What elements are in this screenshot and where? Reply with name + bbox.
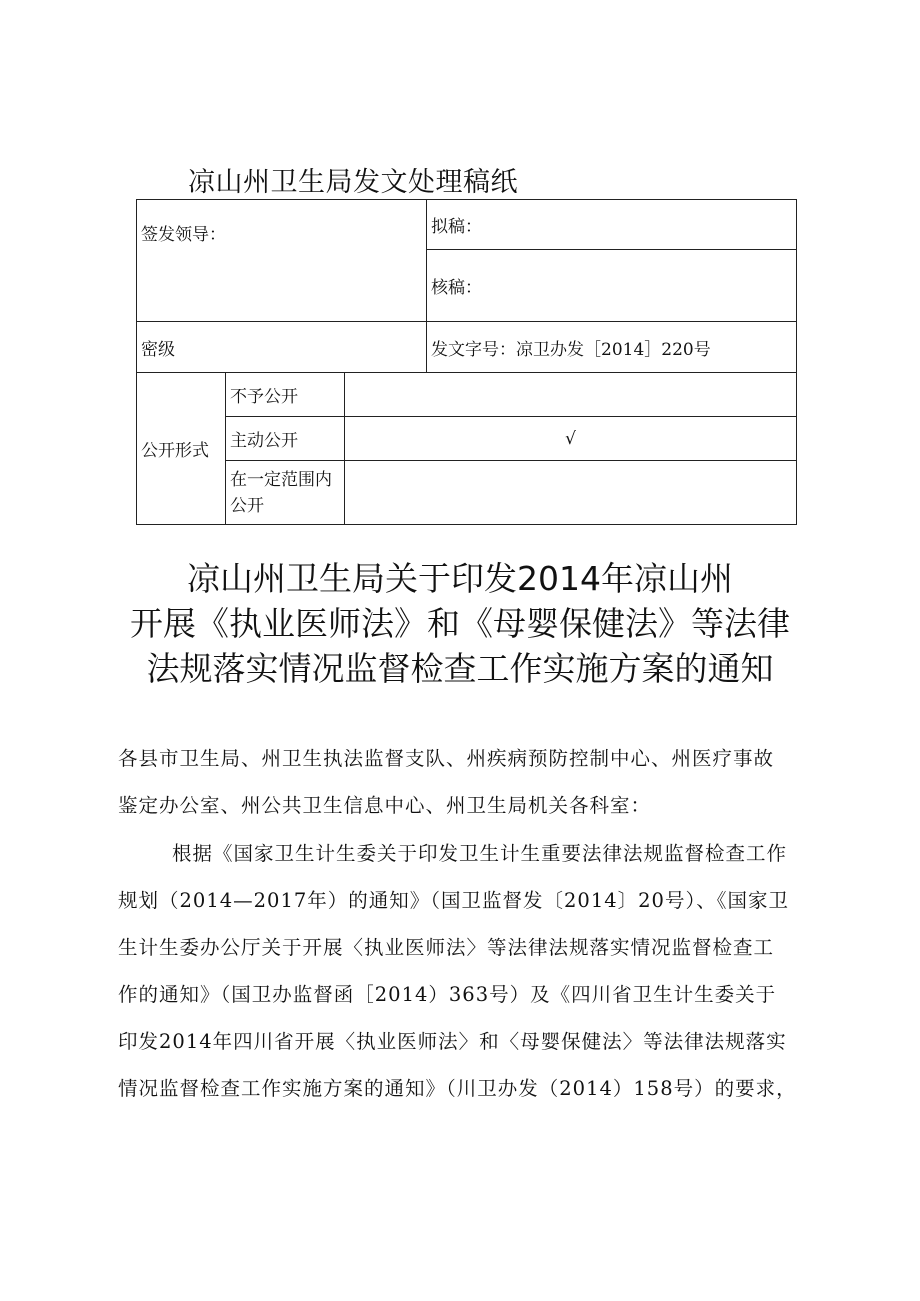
secret-level-label: 密级	[141, 339, 175, 360]
draft-label: 拟稿：	[431, 217, 483, 237]
notice-title-line: 开展《执业医师法》和《母婴保健法》等法律	[130, 604, 790, 643]
option-active-public-label: 主动公开	[230, 431, 298, 451]
option-limited-line1: 在一定范围内	[230, 469, 332, 490]
review-cell[interactable]	[427, 250, 797, 322]
option-not-public-mark-cell[interactable]	[345, 373, 797, 417]
body-line: 情况监督检查工作实施方案的通知》（川卫办发（2014）158号）的要求，	[118, 1077, 797, 1100]
disclosure-label-cell	[137, 373, 226, 525]
body-line: 生计生委办公厅关于开展〈执业医师法〉等法律法规落实情况监督检查工	[118, 936, 775, 959]
option-active-public-mark-cell[interactable]	[345, 417, 797, 461]
disclosure-label: 公开形式	[141, 441, 209, 461]
doc-number-cell	[427, 322, 797, 373]
option-not-public-label: 不予公开	[230, 387, 298, 407]
check-mark-icon: √	[565, 428, 576, 449]
body-line: 根据《国家卫生计生委关于印发卫生计生重要法律法规监督检查工作	[172, 842, 788, 865]
body-line: 印发2014年四川省开展〈执业医师法〉和〈母婴保健法〉等法律法规落实	[118, 1030, 787, 1053]
body-line: 鉴定办公室、州公共卫生信息中心、州卫生局机关各科室：	[118, 794, 652, 817]
option-limited-public	[226, 461, 345, 525]
form-title: 凉山州卫生局发文处理稿纸	[188, 167, 518, 198]
sign-leader-label: 签发领导：	[141, 225, 226, 245]
secret-level-cell[interactable]	[137, 322, 427, 373]
option-active-public	[226, 417, 345, 461]
notice-title-line: 凉山州卫生局关于印发2014年凉山州	[187, 559, 733, 598]
option-limited-line2: 公开	[230, 495, 264, 516]
notice-title	[0, 556, 920, 691]
body-line: 规划（2014—2017年）的通知》（国卫监督发〔2014〕20号）、《国家卫	[118, 889, 789, 912]
doc-number: 发文字号：凉卫办发［2014］220号	[431, 339, 711, 360]
option-not-public	[226, 373, 345, 417]
body-line: 作的通知》（国卫办监督函［2014）363号）及《四川省卫生计生委关于	[118, 983, 777, 1006]
sign-leader-cell[interactable]	[137, 200, 427, 322]
option-limited-mark-cell[interactable]	[345, 461, 797, 525]
draft-cell[interactable]	[427, 200, 797, 250]
notice-title-line: 法规落实情况监督检查工作实施方案的通知	[146, 649, 774, 688]
review-label: 核稿：	[431, 278, 483, 298]
processing-form-table	[136, 199, 797, 525]
body-line: 各县市卫生局、州卫生执法监督支队、州疾病预防控制中心、州医疗事故	[118, 747, 775, 770]
